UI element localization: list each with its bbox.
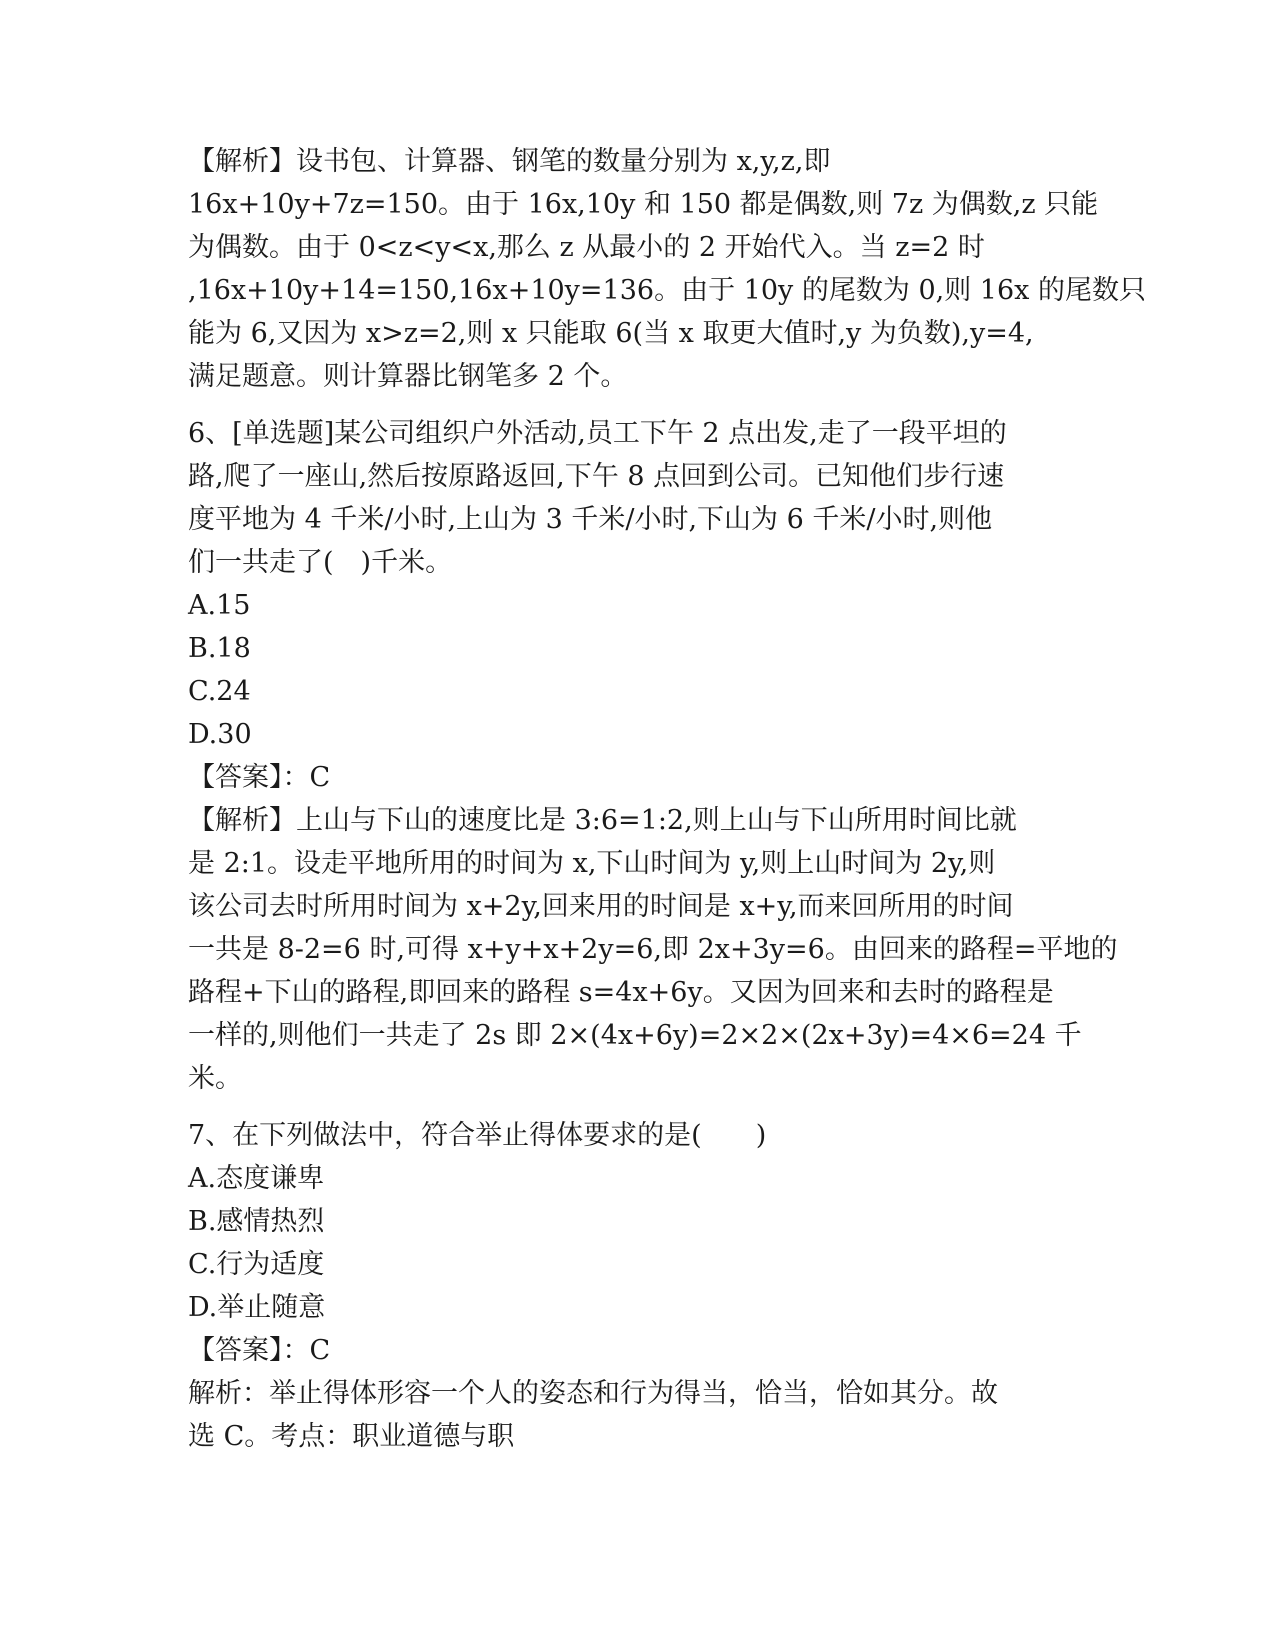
option-a: A.15: [188, 590, 251, 621]
analysis-line: 一共是 8-2=6 时,可得 x+y+x+2y=6,即 2x+3y=6。由回来的路程=平地的: [188, 934, 1118, 965]
analysis-line: 一样的,则他们一共走了 2s 即 2×(4x+6y)=2×2×(2x+3y)=4×6=24 千: [188, 1020, 1082, 1051]
analysis-line: 选 C。考点：职业道德与职: [188, 1421, 515, 1452]
paragraph-gap: [188, 1100, 1088, 1114]
text-line: 能为 6,又因为 x>z=2,则 x 只能取 6(当 x 取更大值时,y 为负数),y=4,: [188, 318, 1034, 349]
question-stem-line: 路,爬了一座山,然后按原路返回,下午 8 点回到公司。已知他们步行速: [188, 461, 1005, 492]
answer-line: 【答案】：C: [188, 1335, 331, 1366]
analysis-line: 路程+下山的路程,即回来的路程 s=4x+6y。又因为回来和去时的路程是: [188, 977, 1054, 1008]
text-line: 为偶数。由于 0<z<y<x,那么 z 从最小的 2 开始代入。当 z=2 时: [188, 232, 985, 263]
option-a: A.态度谦卑: [188, 1163, 325, 1194]
answer-line: 【答案】：C: [188, 762, 331, 793]
analysis-line: 米。: [188, 1063, 242, 1094]
option-b: B.感情热烈: [188, 1206, 325, 1237]
paragraph-gap: [188, 398, 1088, 412]
option-d: D.30: [188, 719, 252, 750]
document-page: [188, 140, 1146, 1458]
text-line: ,16x+10y+14=150,16x+10y=136。由于 10y 的尾数为 0,则 16x 的尾数只: [188, 275, 1146, 306]
question-stem-line: 度平地为 4 千米/小时,上山为 3 千米/小时,下山为 6 千米/小时,则他: [188, 504, 993, 535]
text-line: 【解析】设书包、计算器、钢笔的数量分别为 x,y,z,即: [188, 146, 831, 177]
analysis-line: 是 2:1。设走平地所用的时间为 x,下山时间为 y,则上山时间为 2y,则: [188, 848, 996, 879]
question-7-block: [188, 1114, 1088, 1458]
question-stem-line: 6、[单选题]某公司组织户外活动,员工下午 2 点出发,走了一段平坦的: [188, 418, 1007, 449]
text-line: 满足题意。则计算器比钢笔多 2 个。: [188, 361, 628, 392]
analysis-line: 【解析】上山与下山的速度比是 3:6=1:2,则上山与下山所用时间比就: [188, 805, 1017, 836]
analysis-line: 该公司去时所用时间为 x+2y,回来用的时间是 x+y,而来回所用的时间: [188, 891, 1014, 922]
option-d: D.举止随意: [188, 1292, 326, 1323]
option-c: C.行为适度: [188, 1249, 325, 1280]
text-line: 16x+10y+7z=150。由于 16x,10y 和 150 都是偶数,则 7z 为偶数,z 只能: [188, 189, 1099, 220]
question-6-block: [188, 412, 1118, 1100]
option-b: B.18: [188, 633, 251, 664]
analysis-q5-block: [188, 140, 1146, 398]
question-stem-line: 7、在下列做法中，符合举止得体要求的是( ): [188, 1120, 767, 1151]
option-c: C.24: [188, 676, 251, 707]
analysis-line: 解析：举止得体形容一个人的姿态和行为得当，恰当，恰如其分。故: [188, 1378, 998, 1409]
question-stem-line: 们一共走了( )千米。: [188, 547, 453, 578]
